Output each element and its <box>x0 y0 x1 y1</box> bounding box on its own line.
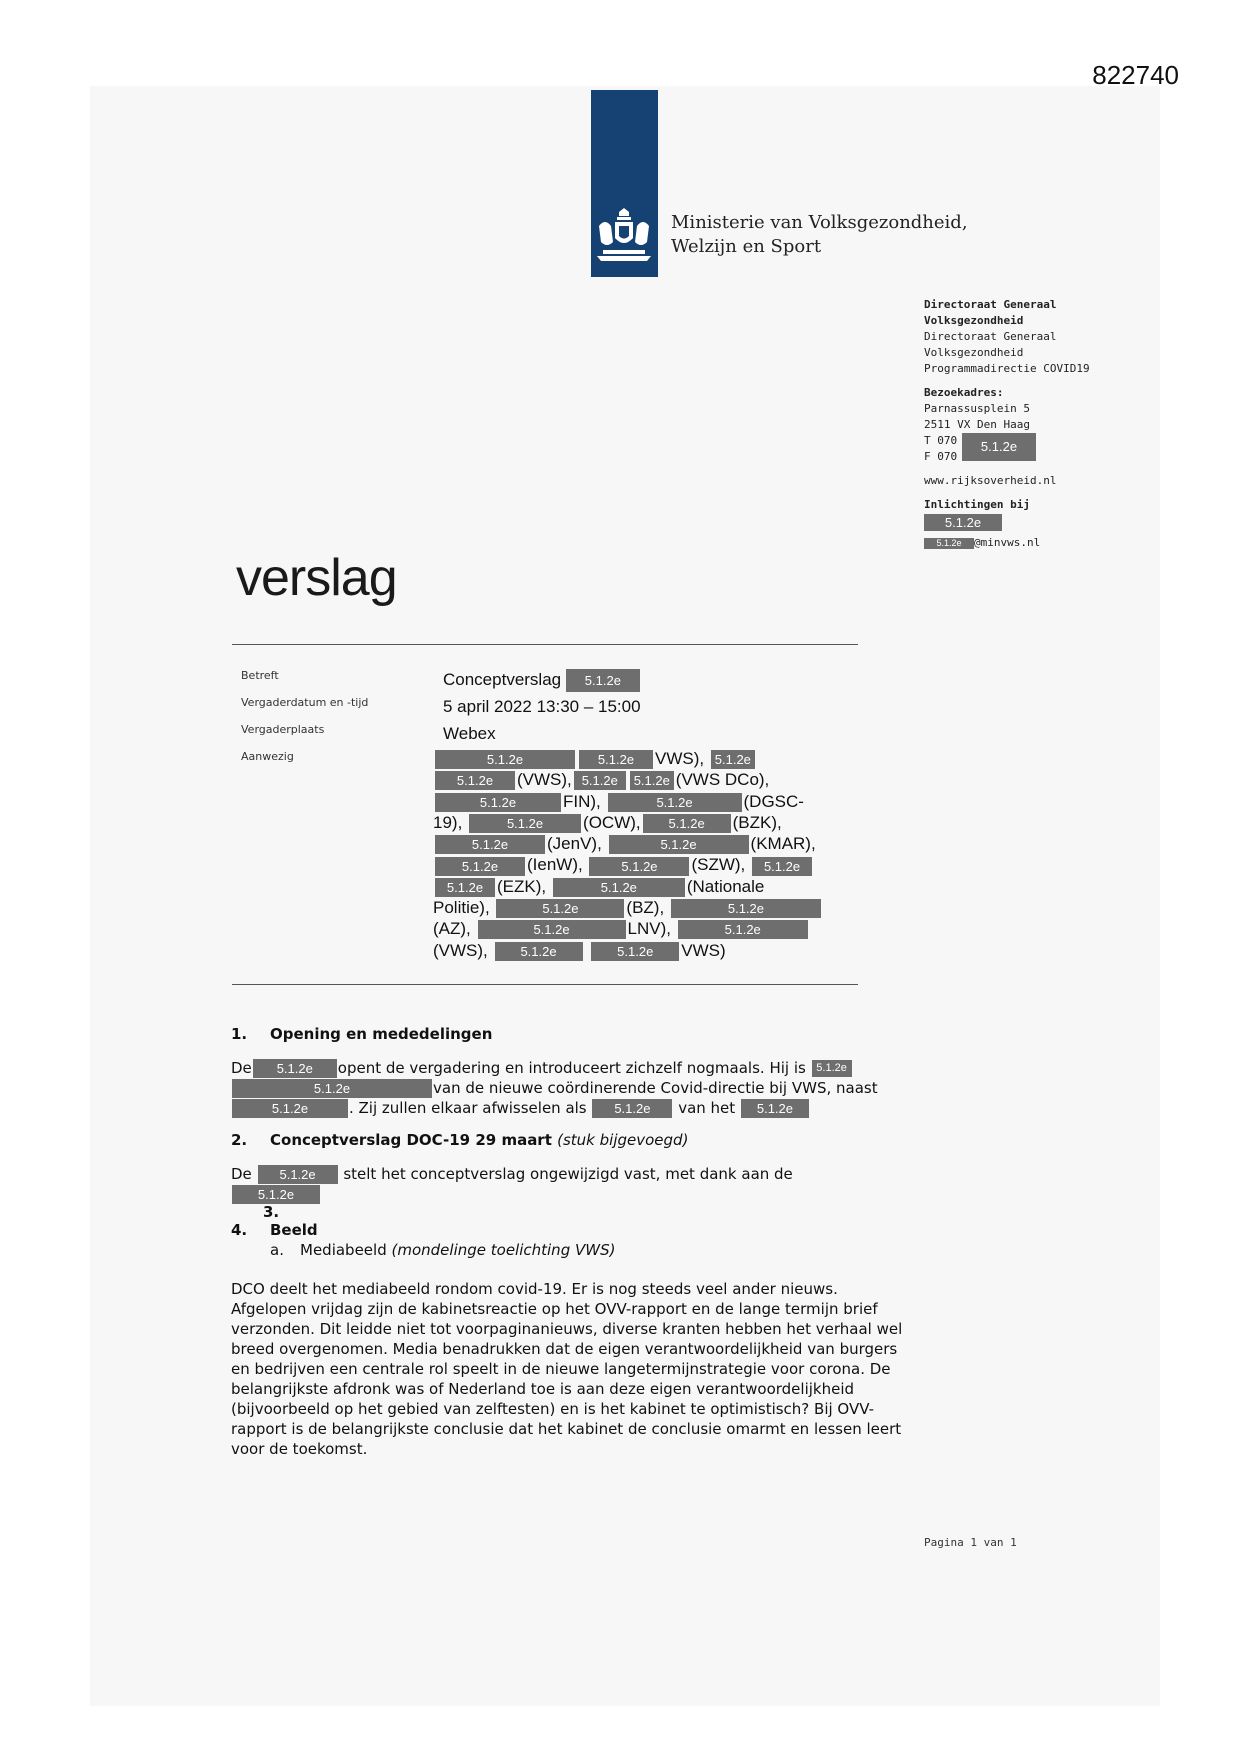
redaction-box: 5.1.2e <box>962 433 1036 461</box>
redaction-box: 5.1.2e <box>553 878 685 897</box>
attendee-list <box>433 748 851 961</box>
attendee-org: Politie), <box>433 898 490 918</box>
info-heading: Inlichtingen bij <box>924 498 1030 511</box>
attendee-org: (VWS DCo), <box>675 770 770 790</box>
redaction-box: 5.1.2e <box>435 857 525 876</box>
subject-value: Conceptverslag <box>443 670 562 689</box>
fax-label: F 070 <box>924 450 958 463</box>
text-fragment: naast <box>836 1079 878 1097</box>
redaction-box: 5.1.2e <box>643 814 731 833</box>
ministry-line-1: Ministerie van Volksgezondheid, <box>671 212 968 233</box>
attendee-org: (EZK), <box>497 876 547 896</box>
coat-of-arms-icon <box>595 208 653 262</box>
redaction-box: 5.1.2e <box>671 899 821 918</box>
section-heading <box>231 1204 921 1220</box>
website: www.rijksoverheid.nl <box>924 474 1057 487</box>
section-note: (stuk bijgevoegd) <box>557 1131 689 1149</box>
redaction-box: 5.1.2e <box>678 920 808 939</box>
section-title: Conceptverslag DOC-19 29 maart <box>270 1131 552 1149</box>
attendee-org: (VWS), <box>517 770 572 790</box>
dg-line-1: Directoraat Generaal <box>924 330 1057 343</box>
subject-row <box>241 666 861 693</box>
redaction-box: 5.1.2e <box>566 669 640 692</box>
redaction-box: 5.1.2e <box>711 750 755 769</box>
phone-label: T 070 <box>924 434 958 447</box>
section-2-text <box>231 1164 921 1204</box>
redaction-box: 5.1.2e <box>258 1165 338 1184</box>
attendee-org: VWS), <box>655 749 705 768</box>
redaction-box: 5.1.2e <box>435 771 515 790</box>
attendee-org: (JenV), <box>547 834 602 854</box>
dg-line-2: Volksgezondheid <box>924 346 1024 359</box>
present-label: Aanwezig <box>241 750 294 763</box>
place-row <box>241 720 861 747</box>
redaction-box: 5.1.2e <box>232 1099 348 1118</box>
ministry-name <box>671 211 968 259</box>
redaction-box: 5.1.2e <box>232 1079 432 1098</box>
redaction-box: 5.1.2e <box>589 857 689 876</box>
attendee-org: (BZK), <box>732 812 782 832</box>
text-fragment: De <box>231 1059 252 1077</box>
section-number: 2. <box>231 1131 248 1149</box>
redaction-box: 5.1.2e <box>608 793 742 812</box>
redaction-box: 5.1.2e <box>609 835 749 854</box>
dg-title-line-1: Directoraat Generaal <box>924 298 1057 311</box>
minutes-body <box>231 1024 921 1459</box>
attendee-org: (IenW), <box>527 855 583 875</box>
section-title: Beeld <box>270 1221 318 1239</box>
attendee-org: FIN), <box>563 791 601 811</box>
rijksoverheid-logo <box>591 90 658 277</box>
attendee-org: (SZW), <box>691 855 746 875</box>
redaction-box: 5.1.2e <box>924 514 1002 531</box>
text-fragment: opent de vergadering en introduceert zichzelf nogmaals. Hij is <box>337 1059 806 1077</box>
redaction-box: 5.1.2e <box>232 1185 320 1204</box>
section-number: 1. <box>231 1025 248 1043</box>
section-number: 3. <box>263 1203 280 1221</box>
document-number: 822740 <box>1092 60 1179 90</box>
media-summary-text: DCO deelt het mediabeeld rondom covid-19. Er is nog steeds veel ander nieuws. Afgelopen vrijdag zijn de kabinetsreactie op het OVV-rapport en de lange termijn brief verzonden. Dit leidde niet tot voorpaginanieuws, diverse kranten hebben het verhaal wel breed overgenomen. Media benadrukken dat de eigen verantwoordelijkheid van burgers en bedrijven een centrale rol speelt in de nieuwe langetermijnstrategie voor corona. De belangrijkste afdronk was of Nederland toe is aan deze eigen verantwoordelijkheid (bijvoorbeeld op het gebied van zelftesten) en is het kabinet te optimistisch? Bij OVV-rapport is de belangrijkste conclusie dat het kabinet de conclusie omarmt en lessen leert voor de toekomst. <box>231 1280 903 1458</box>
attendee-org: (BZ), <box>626 898 665 918</box>
redaction-box: 5.1.2e <box>812 1060 852 1077</box>
divider-top <box>232 644 858 645</box>
attendee-org: 19), <box>433 812 463 832</box>
redaction-box: 5.1.2e <box>469 814 581 833</box>
attendee-org: VWS) <box>681 940 726 960</box>
section-heading <box>231 1130 921 1150</box>
section-1-text <box>231 1058 921 1118</box>
attendee-org: (KMAR), <box>750 834 816 854</box>
city-address: 2511 VX Den Haag <box>924 418 1030 431</box>
subsection-label: a. <box>270 1241 284 1259</box>
redaction-box: 5.1.2e <box>435 878 495 897</box>
redaction-box: 5.1.2e <box>592 1099 672 1118</box>
datetime-value: 5 april 2022 13:30 – 15:00 <box>443 697 641 716</box>
dg-title-line-2: Volksgezondheid <box>924 314 1024 327</box>
sender-details <box>924 297 1114 551</box>
street-address: Parnassusplein 5 <box>924 402 1030 415</box>
datetime-row <box>241 693 861 720</box>
ministry-line-2: Welzijn en Sport <box>671 236 822 257</box>
subject-label: Betreft <box>241 669 279 682</box>
subsection-note: (mondelinge toelichting VWS) <box>391 1241 616 1259</box>
section-number: 4. <box>231 1221 248 1239</box>
attendee-org: (VWS), <box>433 940 488 960</box>
phone-fax-block <box>924 433 1114 465</box>
visit-address-heading: Bezoekadres: <box>924 386 1004 399</box>
text-fragment: stelt het conceptverslag ongewijzigd vast, met dank aan de <box>343 1165 793 1183</box>
attendee-org: (DGSC- <box>743 791 804 811</box>
place-value: Webex <box>443 724 496 743</box>
dg-line-3: Programmadirectie COVID19 <box>924 362 1090 375</box>
divider-bottom <box>232 984 858 985</box>
redaction-box: 5.1.2e <box>579 750 653 769</box>
redaction-box: 5.1.2e <box>478 920 626 939</box>
redaction-box: 5.1.2e <box>752 857 812 876</box>
text-fragment: . Zij zullen elkaar afwisselen als <box>349 1099 587 1117</box>
redaction-box: 5.1.2e <box>495 942 583 961</box>
section-heading <box>231 1024 921 1044</box>
page-title: verslag <box>236 549 397 607</box>
redaction-box: 5.1.2e <box>496 899 624 918</box>
subsection-title: Mediabeeld <box>300 1241 387 1259</box>
text-fragment: De <box>231 1165 252 1183</box>
page-footer: Pagina 1 van 1 <box>924 1536 1017 1549</box>
redaction-box: 5.1.2e <box>253 1059 337 1078</box>
attendee-org: (AZ), <box>433 919 471 939</box>
redaction-box: 5.1.2e <box>435 793 561 812</box>
redaction-box: 5.1.2e <box>741 1099 809 1118</box>
redaction-box: 5.1.2e <box>630 771 674 790</box>
redaction-box: 5.1.2e <box>591 942 679 961</box>
text-fragment: van het <box>678 1099 736 1117</box>
attendee-org: LNV), <box>627 919 671 939</box>
redaction-box: 5.1.2e <box>435 750 575 769</box>
attendee-org: (Nationale <box>686 876 765 896</box>
redaction-box: 5.1.2e <box>574 771 626 790</box>
email-suffix: @minvws.nl <box>974 536 1041 549</box>
redaction-box: 5.1.2e <box>924 538 974 549</box>
place-label: Vergaderplaats <box>241 723 325 736</box>
redaction-box: 5.1.2e <box>435 835 545 854</box>
text-fragment: van de nieuwe coördinerende Covid-directie bij VWS, <box>433 1079 832 1097</box>
attendee-org: (OCW), <box>583 812 641 832</box>
section-title: Opening en mededelingen <box>270 1025 493 1043</box>
subsection-heading <box>231 1240 921 1260</box>
datetime-label: Vergaderdatum en -tijd <box>241 696 369 709</box>
section-heading <box>231 1220 921 1240</box>
